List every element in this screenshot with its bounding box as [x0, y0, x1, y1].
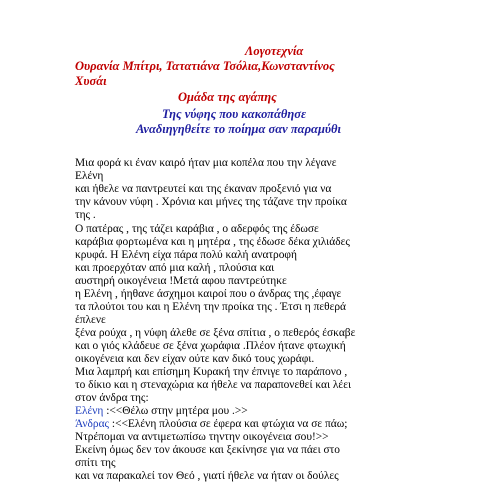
story-line: Ο πατέρας , της τάζει καράβια , ο αδερφός της έδωσε — [75, 223, 319, 235]
story-line: η Ελένη , ήηθανε άσχημοι καιροί που ο άνδρας της ,έφαγε — [75, 288, 342, 300]
story-line: το δίκιο και η στεναχώρια κα ήθελε να παραπονεθεί και λέει — [75, 379, 352, 391]
story-line: σπίτι της — [75, 457, 116, 469]
speaker-husband: Άνδρας — [75, 418, 110, 430]
story-line: ξένα ρούχα , η νύφη άλεθε σε ξένα σπίτια , ο πεθερός έσκαβε — [75, 327, 356, 339]
story-line: και ήθελε να παντρευτεί και της έκαναν προξενιό για να — [75, 183, 332, 195]
story-title: Της νύφης που κακοπάθησε — [162, 107, 307, 121]
story-line: την κάνουν νύφη . Χρόνια και μήνες της τάζανε την προίκα — [75, 196, 347, 208]
story-line: της . — [75, 209, 96, 221]
story-line: κρυφά. Η Ελένη είχα πάρα πολύ καλή ανατροφή — [75, 249, 297, 261]
story-line: καράβια φορτωμένα και η μητέρα , της έδωσε δέκα χιλιάδες — [75, 236, 350, 248]
story-line: Εκείνη όμως δεν τον άκουσε και ξεκίνησε για να πάει στο — [75, 444, 340, 456]
story-line: τα πλούτοι του και η Ελένη την προίκα της . Έτσι η πεθερά — [75, 301, 347, 313]
group-heading: Ομάδα της αγάπης — [178, 90, 277, 104]
story-line: και προερχόταν από μια καλή , πλούσια και — [75, 262, 275, 274]
story-line: Ελένη — [75, 170, 104, 182]
dialogue-line-husband — [75, 418, 347, 431]
story-line: έπλενε — [75, 314, 106, 326]
dialogue-text: :<<Ελένη πλούσια σε έφερα και φτώχια να σε πάω; — [109, 418, 348, 430]
dialogue-text: Ντρέπομαι να αντιμετωπίσω τηντην οικογένεια σου!>> — [75, 431, 329, 443]
story-line: αυστηρή οικογένεια !Μετά αφου παντρεύτηκε — [75, 275, 287, 287]
story-subtitle: Αναδιηγηθείτε το ποίημα σαν παραμύθι — [136, 122, 341, 136]
story-line: και ο γιός κλάδευε σε ξένα χωράφια .Πλέον ήτανε φτωχική — [75, 340, 346, 352]
dialogue-text: :<<Θέλω στην μητέρα μου .>> — [103, 405, 248, 417]
category-heading: Λογοτεχνία — [245, 44, 304, 58]
story-line: οικογένεια και δεν είχαν ούτε καν δικό τους χωράφι. — [75, 353, 315, 365]
authors-line-1: Ουρανία Μπίτρι, Τατατιάνα Τσόλια,Κωνσταντίνος — [75, 59, 335, 73]
dialogue-line-elena — [75, 405, 248, 418]
dialogue-line-continued — [75, 431, 329, 444]
story-line: στον άνδρα της: — [75, 392, 149, 404]
story-line: και να παρακαλεί τον Θεό , γιατί ήθελε να ήταν οι δούλες — [75, 470, 339, 482]
speaker-elena: Ελένη — [75, 405, 104, 417]
story-line: Μια λαμπρή και επίσημη Κυρακή την έπνιγε το παράπονο , — [75, 366, 348, 378]
story-line: Μια φορά κι έναν καιρό ήταν μια κοπέλα που την λέγανε — [75, 157, 337, 169]
authors-line-2: Χυσάι — [75, 74, 107, 88]
